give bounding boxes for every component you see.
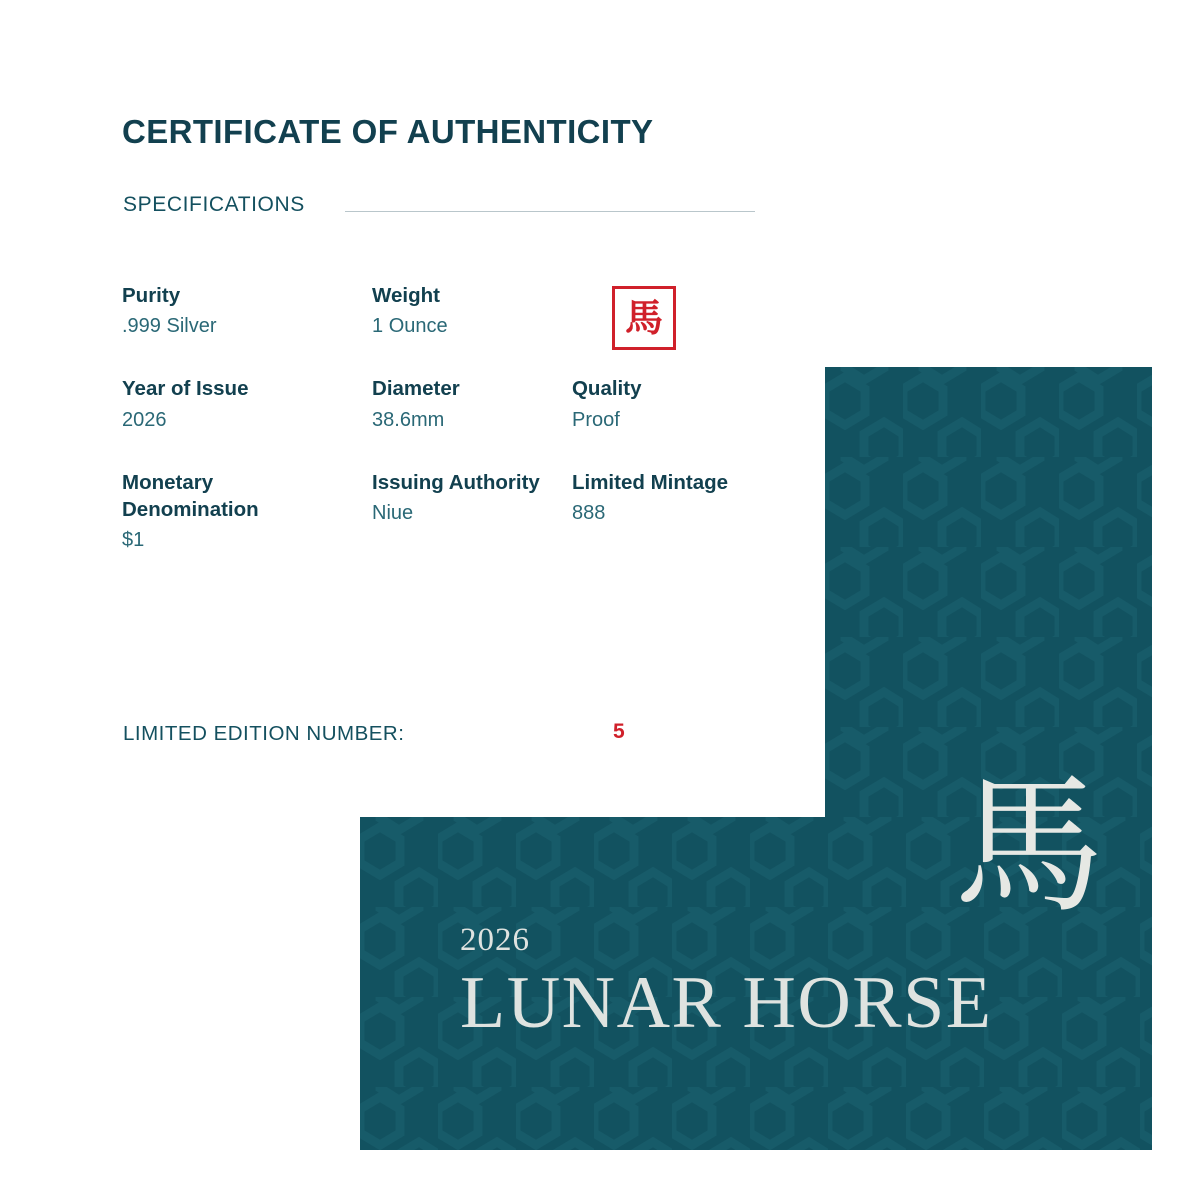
spec-cell-diameter: [372, 375, 572, 432]
specifications-heading: SPECIFICATIONS: [123, 193, 305, 216]
spec-row: [122, 375, 822, 432]
spec-label: Weight: [372, 284, 440, 307]
spec-cell-year-of-issue: [122, 375, 372, 432]
spec-row: [122, 469, 822, 554]
spec-cell-purity: [122, 282, 372, 339]
spec-label: Quality: [571, 377, 642, 401]
spec-label: Purity: [122, 284, 181, 307]
horse-character-icon: 馬: [953, 760, 1104, 934]
spec-value: 2026: [122, 408, 167, 431]
spec-value: Niue: [372, 501, 414, 524]
limited-edition-label: LIMITED EDITION NUMBER:: [123, 722, 405, 745]
spec-cell-monetary-denomination: [122, 469, 372, 554]
heading-divider: [345, 211, 755, 212]
spec-value: 38.6mm: [372, 408, 445, 431]
spec-value: 888: [571, 501, 606, 524]
spec-cell-issuing-authority: [372, 469, 572, 554]
decorative-panel-right: [825, 367, 1152, 822]
spec-value: 1 Ounce: [372, 315, 448, 338]
spec-label: Diameter: [372, 377, 460, 401]
spec-cell-empty: [572, 282, 822, 339]
horse-seal-stamp-icon: [612, 286, 676, 350]
limited-edition-number: 5: [613, 720, 625, 743]
spec-label: Limited Mintage: [571, 470, 729, 494]
spec-value: $1: [122, 529, 145, 551]
spec-value: .999 Silver: [122, 315, 217, 338]
spec-cell-quality: [572, 375, 822, 432]
coin-name: LUNAR HORSE: [460, 962, 993, 1044]
spec-label: Year of Issue: [122, 377, 249, 401]
spec-label: Issuing Authority: [372, 470, 540, 494]
seal-glyph: 馬: [624, 296, 663, 340]
page-title: CERTIFICATE OF AUTHENTICITY: [122, 113, 654, 150]
specifications-grid: [122, 282, 822, 589]
coin-year: 2026: [460, 922, 530, 958]
spec-cell-weight: [372, 282, 572, 339]
spec-row: [122, 282, 822, 339]
geometric-pattern-icon: [825, 367, 1152, 822]
spec-label: Monetary Denomination: [122, 470, 259, 521]
spec-value: Proof: [571, 408, 620, 431]
spec-cell-limited-mintage: [572, 469, 822, 554]
